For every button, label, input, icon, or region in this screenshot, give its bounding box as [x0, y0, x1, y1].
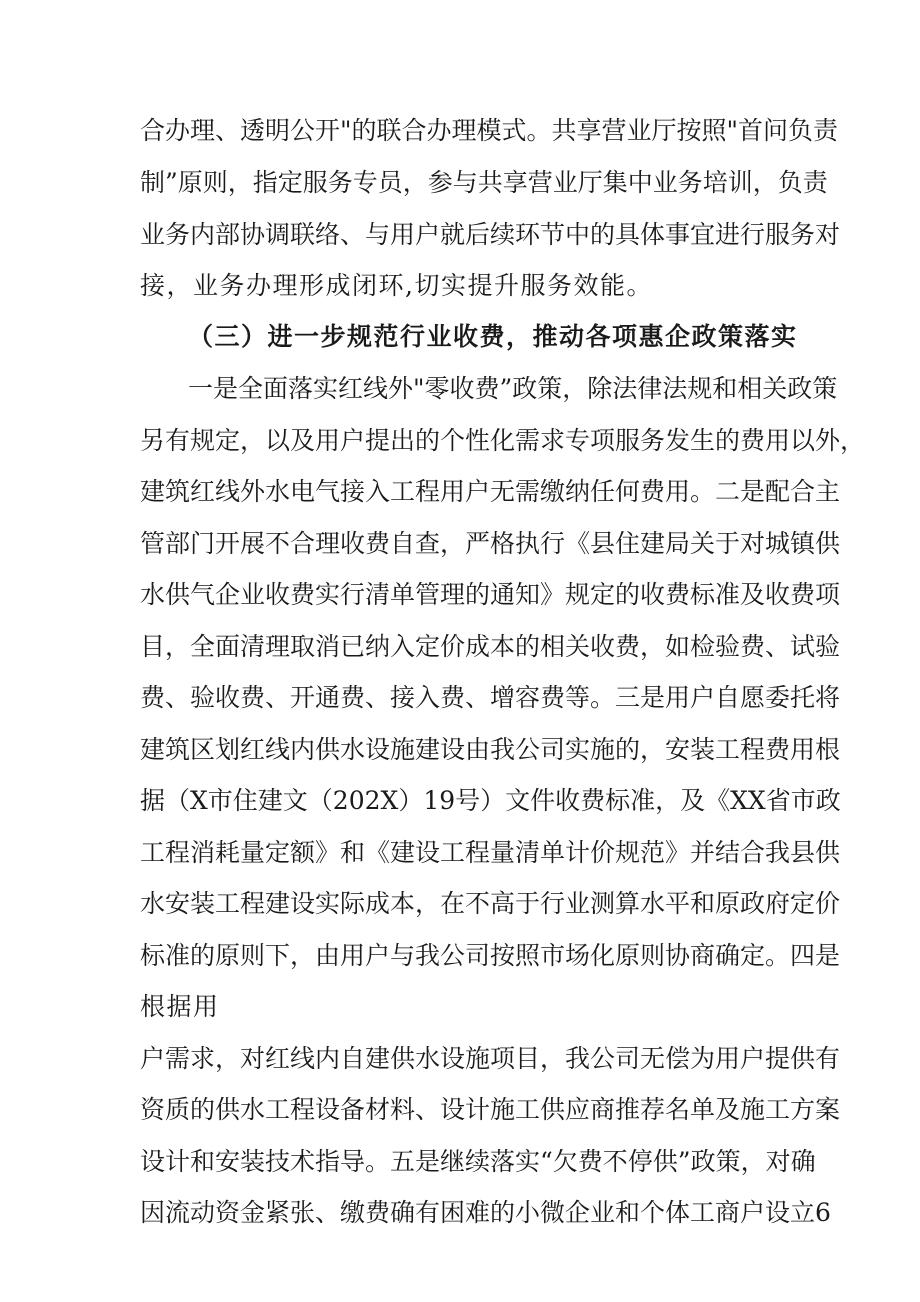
paragraph-line: 根据用 — [140, 992, 220, 1021]
paragraph-line: 水供气企业收费实行清单管理的通知》规定的收费标准及收费项 — [140, 580, 841, 609]
paragraph-line: 设计和安装技术指导。五是继续落实“欠费不停供”政策，对确 — [140, 1147, 816, 1176]
paragraph-line: 一是全面落实红线外"零收费”政策，除法律法规和相关政策 — [188, 374, 838, 403]
section-heading: （三）进一步规范行业收费，推动各项惠企政策落实 — [188, 322, 798, 351]
paragraph-line: 合办理、透明公开"的联合办理模式。共享营业厅按照"首问负责 — [140, 116, 839, 145]
paragraph-line: 业务内部协调联络、与用户就后续环节中的具体事宜进行服务对 — [140, 220, 841, 249]
paragraph-line: 费、验收费、开通费、接入费、增容费等。三是用户自愿委托将 — [140, 683, 841, 712]
paragraph-line: 目，全面清理取消已纳入定价成本的相关收费，如检验费、试验 — [140, 632, 841, 661]
paragraph-line: 制”原则，指定服务专员，参与共享营业厅集中业务培训，负责 — [140, 168, 828, 197]
paragraph-line: 标准的原则下，由用户与我公司按照市场化原则协商确定。四是 — [140, 941, 841, 970]
paragraph-line: 水安装工程建设实际成本，在不高于行业测算水平和原政府定价 — [140, 889, 841, 918]
paragraph-line: 接，业务办理形成闭环,切实提升服务效能。 — [140, 271, 653, 300]
paragraph-line: 管部门开展不合理收费自查，严格执行《县住建局关于对城镇供 — [140, 529, 841, 558]
paragraph-line: 资质的供水工程设备材料、设计施工供应商推荐名单及施工方案 — [140, 1095, 841, 1124]
paragraph-line: 据（X市住建文（202X）19号）文件收费标准，及《XX省市政 — [140, 786, 841, 815]
paragraph-line: 因流动资金紧张、缴费确有困难的小微企业和个体工商户设立6 — [140, 1198, 831, 1227]
paragraph-line: 工程消耗量定额》和《建设工程量清单计价规范》并结合我县供 — [140, 838, 841, 867]
paragraph-line: 建筑区划红线内供水设施建设由我公司实施的，安装工程费用根 — [140, 735, 841, 764]
paragraph-line: 另有规定，以及用户提出的个性化需求专项服务发生的费用以外， — [140, 426, 866, 455]
paragraph-line: 户需求，对红线内自建供水设施项目，我公司无偿为用户提供有 — [140, 1044, 841, 1073]
paragraph-line: 建筑红线外水电气接入工程用户无需缴纳任何费用。二是配合主 — [140, 477, 841, 506]
